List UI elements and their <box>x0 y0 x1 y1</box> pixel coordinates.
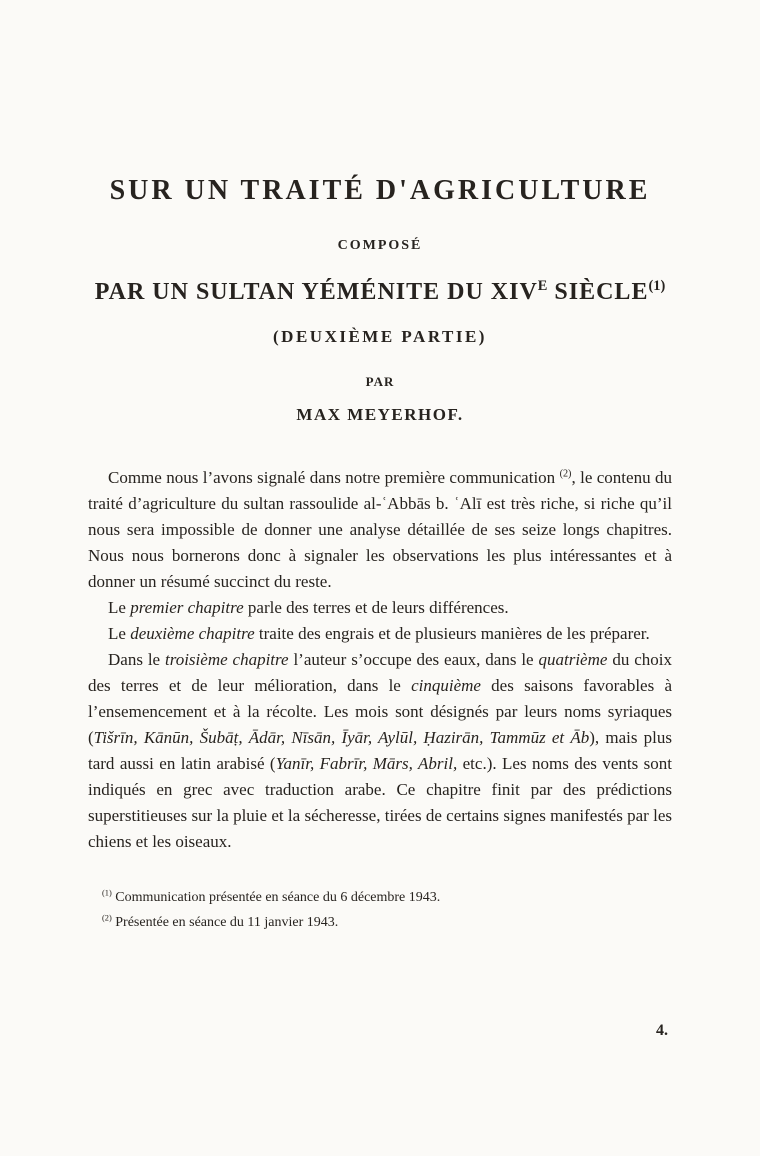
subtitle: PAR UN SULTAN YÉMÉNITE DU $XIV^E$ SIÈCLE$^{(1)}$ <box>94 278 666 305</box>
paragraph: Comme nous l’avons signalé dans notre première communication $^{(2)}$, le contenu du traité d’agriculture du sultan rassoulide al-ʿAbbās b. ʿAlī est très riche, si riche qu’il nous sera impossible de donner une analyse détaillée de ses seize longs chapitres. Nous nous bornerons donc à signaler les observations les plus intéressantes et à donner un résumé succinct du reste. <box>88 468 672 591</box>
byline-label: PAR <box>365 374 395 389</box>
paragraph: Le premier chapitre parle des terres et de leurs différences. <box>108 598 509 617</box>
author-name: MAX MEYERHOF. <box>296 405 464 424</box>
part-line: (DEUXIÈME PARTIE) <box>273 327 487 346</box>
paragraph: Dans le troisième chapitre l’auteur s’occupe des eaux, dans le quatrième du choix des terres et de leur mélioration, dans le cinquième des saisons favorables à l’ensemencement et à la récolte. Les mois sont désignés par leurs noms syriaques (Tišrīn, Kānūn, Šubāṭ, Ādār, Nīsān, Īyār, Aylūl, Ḥazirān, Tammūz et Āb), mais plus tard aussi en latin arabisé (Yanīr, Fabrīr, Mārs, Abril, etc.). Les noms des vents sont indiqués en grec avec traduction arabe. Ce chapitre finit par des prédictions superstitieuses sur la pluie et la sécheresse, tirées de certains signes manifestés par les chiens et les oiseaux. <box>88 650 672 851</box>
footnote: $^{(1)}$ Communication présentée en séance du 6 décembre 1943. <box>102 888 441 905</box>
page-number: 4. <box>656 1022 668 1039</box>
compose-line: COMPOSÉ <box>337 238 423 253</box>
paragraph: Le deuxième chapitre traite des engrais et de plusieurs manières de les préparer. <box>108 624 650 643</box>
footnote: $^{(2)}$ Présentée en séance du 11 janvier 1943. <box>102 913 339 930</box>
footnotes <box>88 885 672 935</box>
article-body <box>88 465 672 855</box>
main-title: SUR UN TRAITÉ D'AGRICULTURE <box>109 175 651 206</box>
title-block <box>88 175 672 425</box>
